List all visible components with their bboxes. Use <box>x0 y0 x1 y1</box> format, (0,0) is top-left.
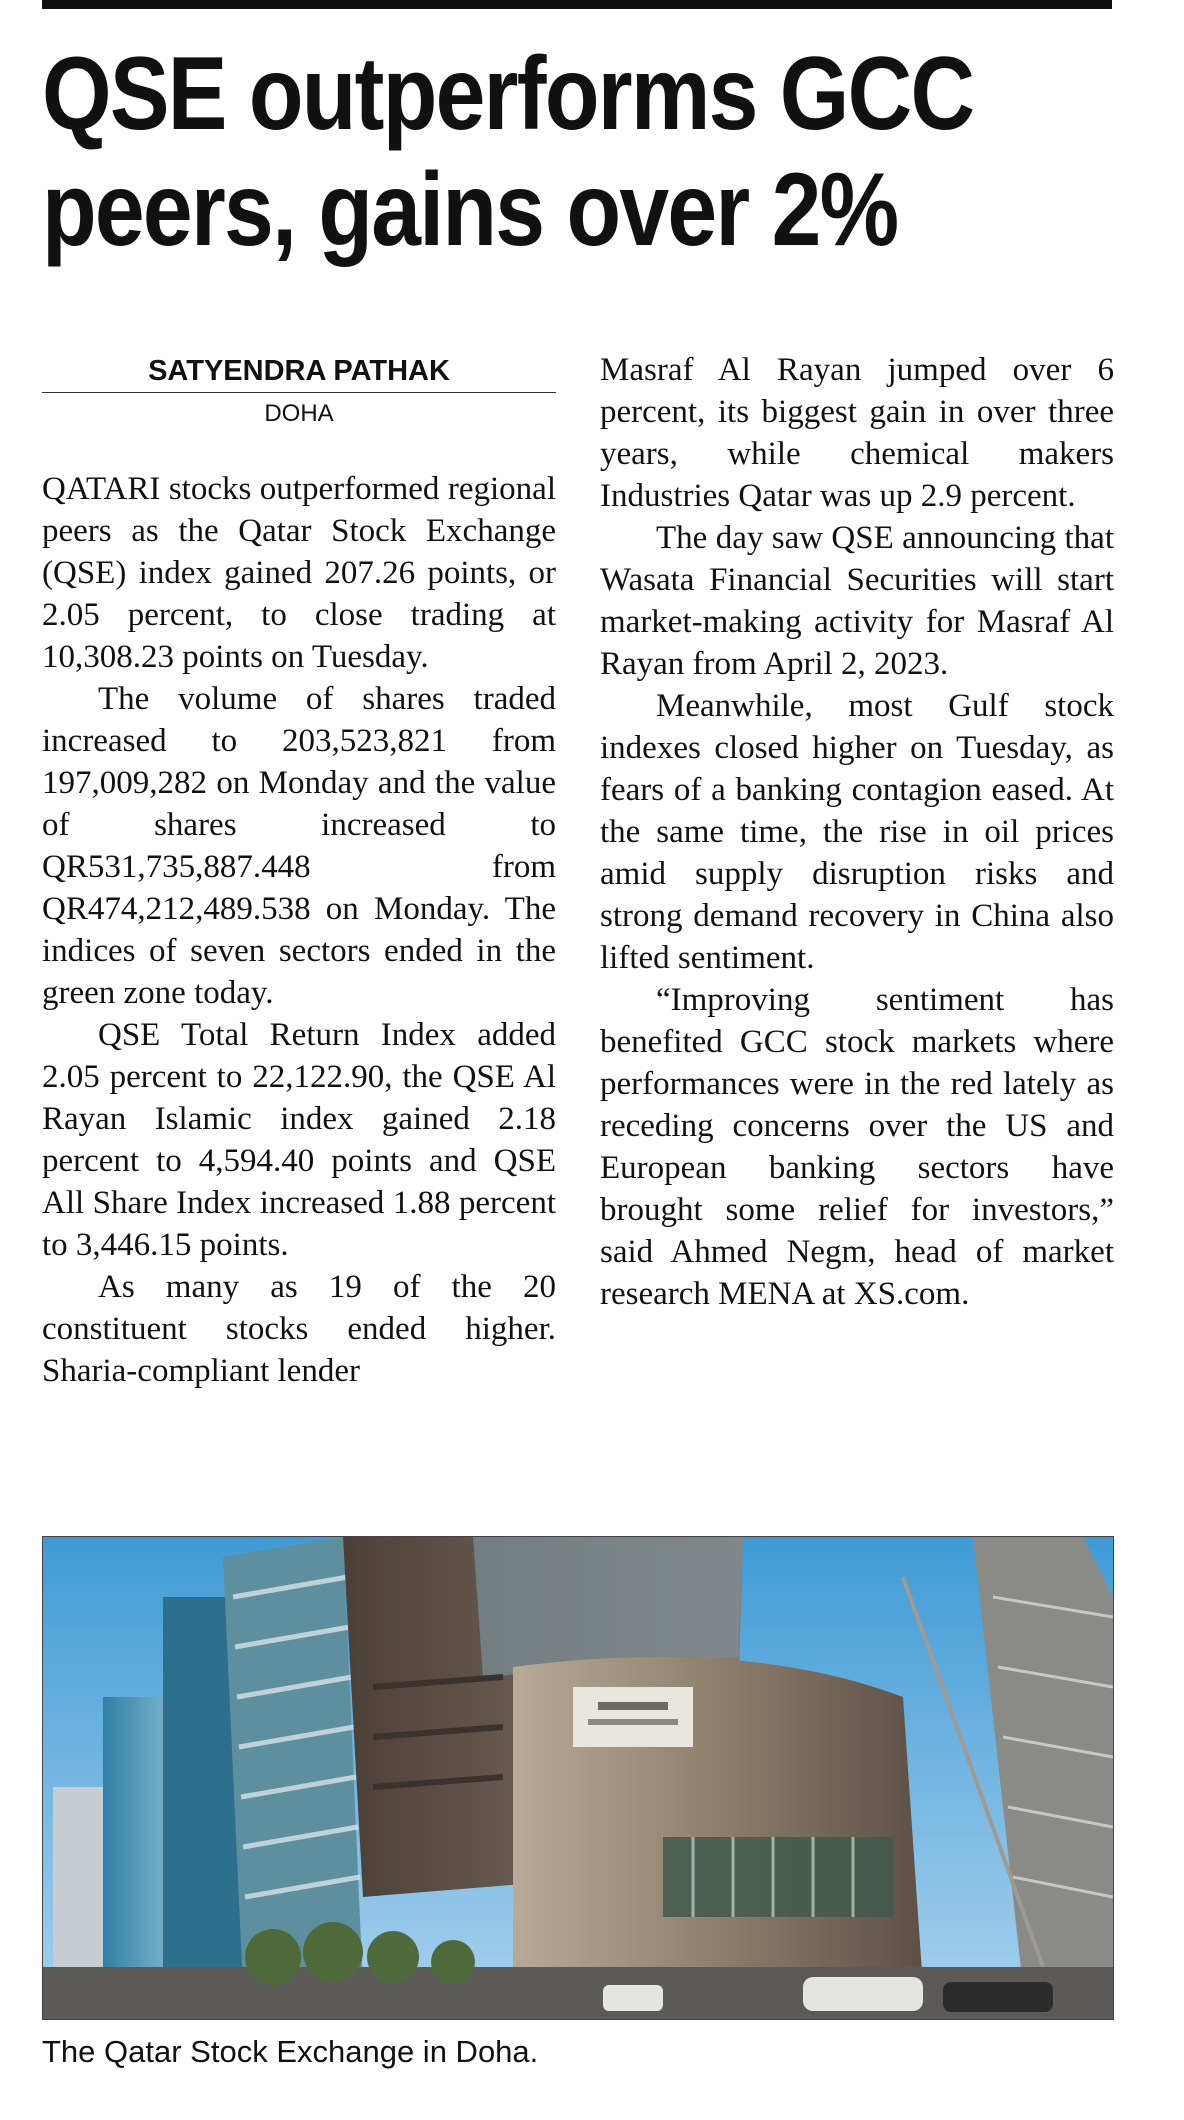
article-column-right <box>600 349 1114 1315</box>
top-rule <box>42 0 1112 9</box>
paragraph: QSE Total Return Index added 2.05 percent to 22,122.90, the QSE Al Rayan Islamic index gained 2.18 percent to 4,594.40 points and QSE All Share Index increased 1.88 percent to 3,446.15 points. <box>42 1017 556 1263</box>
article-column-left <box>42 468 556 1392</box>
paragraph: “Improving sentiment has benefited GCC stock markets where performances were in the red lately as receding concerns over the US and European banking sectors have brought some relief for investors,” said Ahmed Negm, head of market research MENA at XS.com. <box>600 982 1114 1312</box>
paragraph: Meanwhile, most Gulf stock indexes closed higher on Tuesday, as fears of a banking contagion eased. At the same time, the rise in oil prices amid supply disruption risks and strong demand recovery in China also lifted sentiment. <box>600 688 1114 976</box>
qse-building-photo <box>42 1536 1114 2020</box>
paragraph: QATARI stocks outperformed regional peers as the Qatar Stock Exchange (QSE) index gained 207.26 points, or 2.05 percent, to close trading at 10,308.23 points on Tuesday. <box>42 471 556 675</box>
paragraph: The volume of shares traded increased to 203,523,821 from 197,009,282 on Monday and the value of shares increased to QR531,735,887.448 from QR474,212,489.538 on Monday. The indices of seven sectors ended in the green zone today. <box>42 681 556 1011</box>
photo-caption: The Qatar Stock Exchange in Doha. <box>42 2034 539 2069</box>
headline <box>42 36 974 268</box>
paragraph: The day saw QSE announcing that Wasata Financial Securities will start market-making activity for Masraf Al Rayan from April 2, 2023. <box>600 520 1114 682</box>
paragraph: Masraf Al Rayan jumped over 6 percent, its biggest gain in over three years, while chemical makers Industries Qatar was up 2.9 percent. <box>600 352 1114 514</box>
headline-line-1: QSE outperforms GCC <box>42 36 974 152</box>
byline: SATYENDRA PATHAK <box>42 350 556 393</box>
dateline: DOHA <box>264 400 334 427</box>
paragraph: As many as 19 of the 20 constituent stocks ended higher. Sharia-compliant lender <box>42 1269 556 1389</box>
headline-line-2: peers, gains over 2% <box>42 152 898 268</box>
